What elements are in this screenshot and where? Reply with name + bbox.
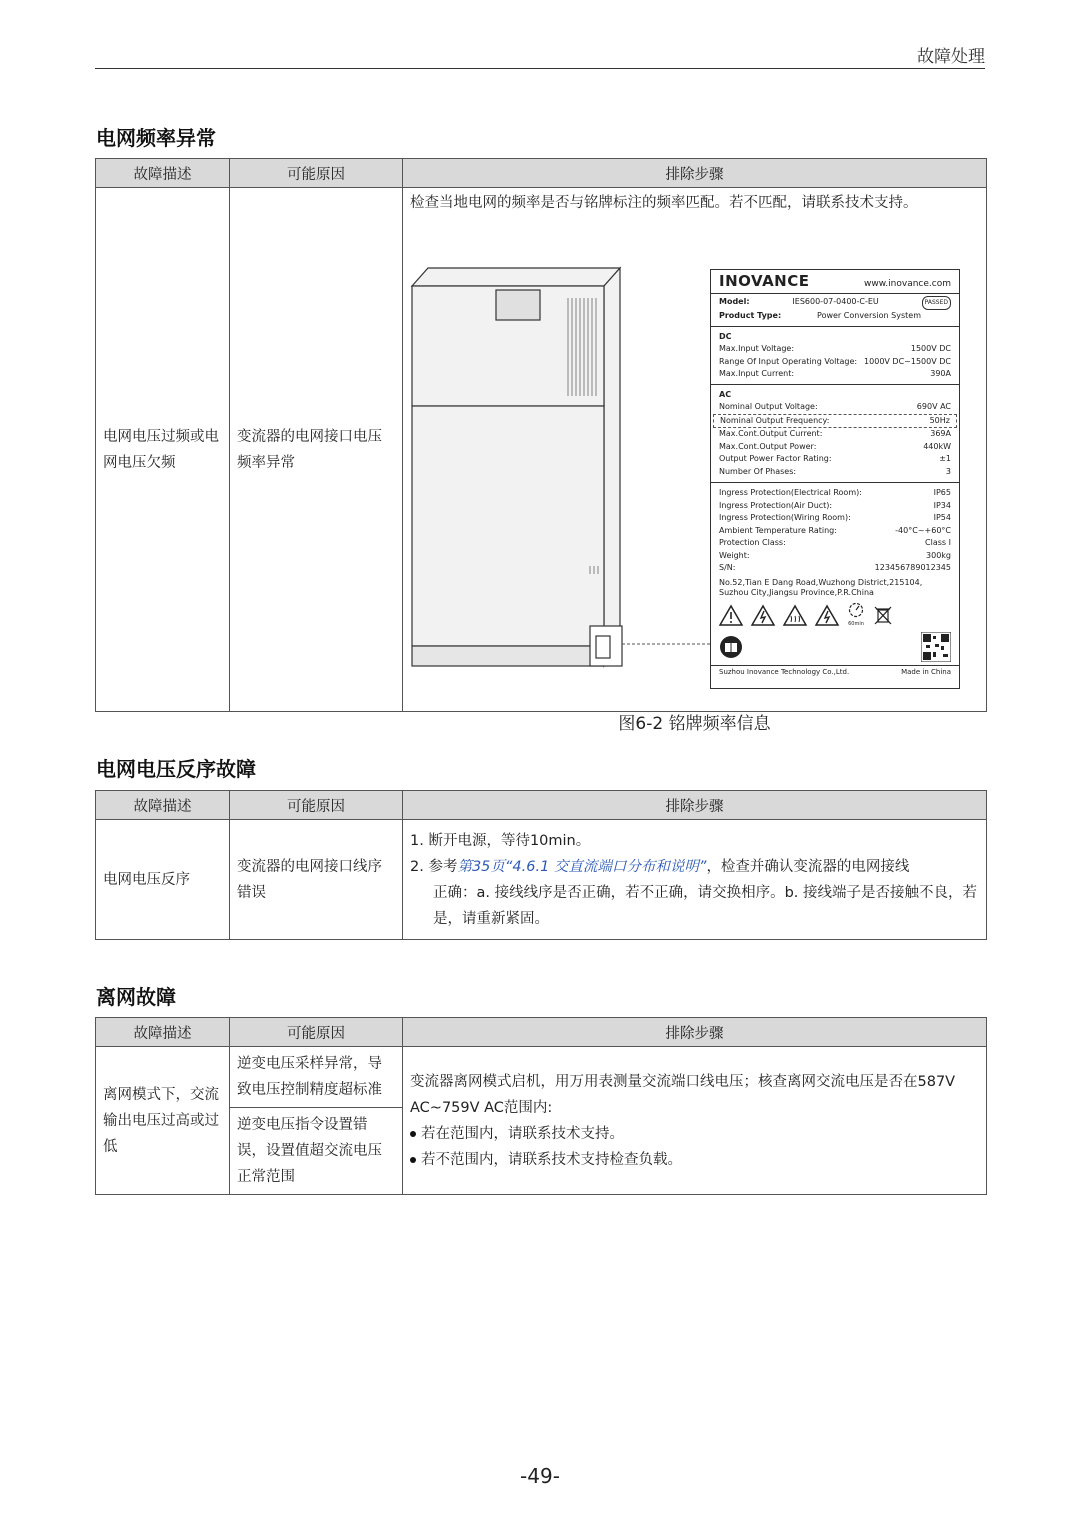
- spec-label: Ingress Protection(Air Duct):: [719, 500, 833, 510]
- spec-label: Ingress Protection(Electrical Room):: [719, 488, 862, 497]
- fault-step: 检查当地电网的频率是否与铭牌标注的频率匹配。若不匹配，请联系技术支持。: [410, 195, 918, 211]
- timer-icon: [847, 602, 865, 618]
- spec-label: Range Of Input Operating Voltage:: [719, 356, 858, 366]
- spec-label: Weight:: [719, 550, 750, 560]
- off-grid-fault-table: [95, 1017, 987, 1195]
- spec-value: 390A: [930, 369, 951, 378]
- spec-value: 1500V DC: [910, 344, 951, 353]
- electric-shock-icon: [751, 604, 775, 626]
- section-heading-phase-sequence: 电网电压反序故障: [96, 757, 256, 781]
- col-header-steps: 排除步骤: [403, 159, 987, 188]
- col-header-cause: 可能原因: [230, 159, 403, 188]
- fault-description: 离网模式下，交流输出电压过高或过低: [96, 1047, 230, 1195]
- figure-caption: 图6-2 铭牌频率信息: [618, 714, 771, 734]
- phase-sequence-fault-table: [95, 790, 987, 940]
- nameplate-figure: [410, 216, 979, 734]
- company-name: Suzhou Inovance Technology Co.,Ltd.: [719, 667, 850, 676]
- qr-code-icon: [921, 632, 951, 662]
- model-label: Model:: [719, 296, 750, 306]
- spec-label: Protection Class:: [719, 538, 786, 547]
- spec-value: 369A: [930, 429, 951, 438]
- fault-step-2-text: ，检查并确认变流器的电网接线: [706, 858, 910, 875]
- fault-step-bullet-2: 若不范围内，请联系技术支持检查负载。: [421, 1151, 682, 1168]
- col-header-cause: 可能原因: [230, 791, 403, 820]
- col-header-description: 故障描述: [96, 1018, 230, 1047]
- frequency-spec-value: 50Hz: [929, 415, 950, 425]
- brand-url: www.inovance.com: [864, 279, 951, 289]
- made-in: Made in China: [901, 667, 951, 676]
- spec-label: Ambient Temperature Rating:: [719, 525, 837, 535]
- frequency-spec-label: Nominal Output Frequency:: [720, 415, 830, 425]
- page-number: -49-: [520, 1464, 560, 1488]
- fault-cause: 变流器的电网接口电压频率异常: [230, 188, 403, 712]
- page-header: [95, 40, 985, 69]
- dc-section-title: DC: [719, 331, 732, 341]
- section-heading-frequency: 电网频率异常: [96, 126, 216, 150]
- spec-label: Output Power Factor Rating:: [719, 454, 832, 463]
- type-value: Power Conversion System: [817, 311, 921, 320]
- spec-value: ±1: [939, 454, 951, 463]
- fault-step-bullet-1: 若在范围内，请联系技术支持。: [421, 1125, 624, 1142]
- col-header-description: 故障描述: [96, 159, 230, 188]
- spec-value: 1000V DC~1500V DC: [864, 356, 951, 366]
- spec-label: Number Of Phases:: [719, 466, 797, 476]
- fault-step-1: 1. 断开电源，等待10min。: [410, 832, 591, 849]
- spec-label: Max.Cont.Output Power:: [719, 441, 817, 451]
- fault-step-intro: 变流器离网模式启机，用万用表测量交流端口线电压；核查离网交流电压是否在587V AC~759V AC范围内:: [410, 1073, 956, 1116]
- spec-value: -40°C~+60°C: [895, 525, 951, 535]
- model-value: IES600-07-0400-C-EU: [792, 296, 879, 306]
- spec-value: IP34: [933, 500, 951, 510]
- converter-cabinet-illustration: [410, 216, 710, 696]
- spec-label: Max.Input Voltage:: [719, 344, 795, 353]
- timer-label: 60min: [848, 620, 864, 627]
- header-title: 故障处理: [917, 47, 985, 67]
- fault-cause-1: 逆变电压采样异常，导致电压控制精度超标准: [230, 1047, 403, 1108]
- weee-bin-icon: [873, 604, 893, 626]
- section-heading-off-grid: 离网故障: [96, 985, 176, 1009]
- spec-value: IP54: [933, 513, 951, 522]
- nameplate: [710, 269, 960, 689]
- col-header-cause: 可能原因: [230, 1018, 403, 1047]
- fault-description: 电网电压反序: [96, 820, 230, 940]
- hot-surface-icon: [783, 604, 807, 626]
- col-header-steps: 排除步骤: [403, 791, 987, 820]
- fault-description: 电网电压过频或电网电压欠频: [96, 188, 230, 712]
- spec-label: S/N:: [719, 563, 736, 572]
- spec-value: 3: [945, 466, 951, 476]
- bullet-icon: [410, 1157, 416, 1163]
- col-header-description: 故障描述: [96, 791, 230, 820]
- spec-label: Ingress Protection(Wiring Room):: [719, 513, 851, 522]
- spec-label: Nominal Output Voltage:: [719, 402, 818, 411]
- spec-value: 123456789012345: [874, 563, 951, 572]
- fault-cause: 变流器的电网接口线序错误: [230, 820, 403, 940]
- spec-value: Class I: [925, 538, 951, 547]
- col-header-steps: 排除步骤: [403, 1018, 987, 1047]
- address-line-2: Suzhou City,Jiangsu Province,P.R.China: [719, 587, 874, 597]
- passed-badge: PASSED: [922, 296, 951, 311]
- spec-value: 690V AC: [916, 402, 951, 411]
- address-line-1: No.52,Tian E Dang Road,Wuzhong District,215104,: [719, 577, 923, 587]
- electric-shock-icon: [815, 604, 839, 626]
- type-label: Product Type:: [719, 311, 782, 320]
- spec-label: Max.Input Current:: [719, 369, 795, 378]
- bullet-icon: [410, 1131, 416, 1137]
- warning-icon: [719, 604, 743, 626]
- fault-step-2-prefix: 2. 参考: [410, 858, 458, 875]
- spec-label: Max.Cont.Output Current:: [719, 429, 823, 438]
- brand-logo: INOVANCE: [719, 272, 810, 290]
- spec-value: IP65: [933, 488, 951, 497]
- manual-section-link[interactable]: 第35页“4.6.1 交直流端口分布和说明”: [457, 858, 707, 875]
- read-manual-icon: [719, 635, 743, 659]
- frequency-fault-table: [95, 158, 987, 734]
- spec-value: 300kg: [926, 550, 951, 560]
- ac-section-title: AC: [719, 389, 732, 399]
- spec-value: 440kW: [923, 441, 951, 451]
- fault-cause-2: 逆变电压指令设置错误，设置值超交流电压正常范围: [230, 1108, 403, 1195]
- fault-step-2-continuation: 正确：a. 接线线序是否正确，若不正确，请交换相序。b. 接线端子是否接触不良，若是，请重新紧固。: [433, 884, 978, 927]
